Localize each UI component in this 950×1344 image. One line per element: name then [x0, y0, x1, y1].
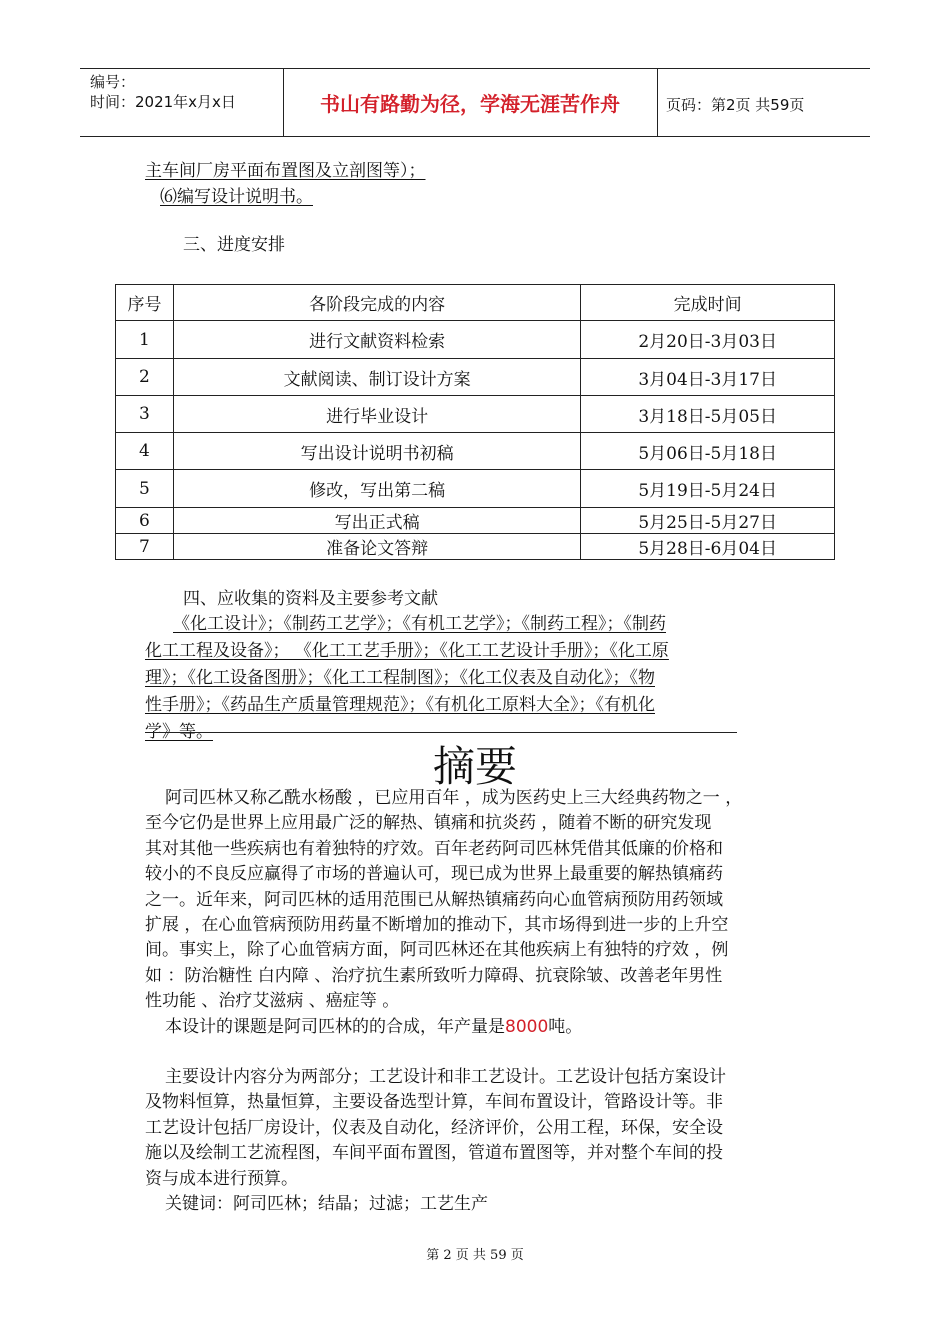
row-time: 5月19日-5月24日	[581, 470, 835, 508]
row-no: 5	[116, 470, 174, 508]
header-number-label: 编号：	[90, 73, 136, 91]
table-row	[116, 321, 835, 359]
header-divider-right	[657, 68, 658, 136]
blank-line	[145, 1040, 810, 1065]
table-row	[116, 534, 835, 560]
abstract-line: 之一。近年来，阿司匹林的适用范围已从解热镇痛药向心血管病预防用药领域	[145, 889, 723, 910]
row-content: 写出正式稿	[173, 508, 580, 534]
row-content: 准备论文答辩	[173, 534, 580, 560]
keywords-line: 关键词：阿司匹林；结晶；过滤；工艺生产	[165, 1194, 488, 1215]
row-content: 进行毕业设计	[173, 396, 580, 433]
intro-line-2: ⑹编写设计说明书。	[160, 187, 313, 207]
table-header-no: 序号	[116, 285, 174, 321]
header-motto: 书山有路勤为径，学海无涯苦作舟	[320, 91, 620, 116]
row-time: 5月28日-6月04日	[581, 534, 835, 560]
row-content: 写出设计说明书初稿	[173, 433, 580, 470]
abstract-line: 较小的不良反应赢得了市场的普遍认可，现已成为世界上最重要的解热镇痛药	[145, 864, 723, 885]
row-time: 5月25日-5月27日	[581, 508, 835, 534]
header-bottom-rule	[80, 136, 870, 137]
table-row	[116, 508, 835, 534]
abstract-line: 施以及绘制工艺流程图，车间平面布置图，管道布置图等，并对整个车间的投	[145, 1143, 723, 1164]
abstract-line: 间。事实上，除了心血管病方面，阿司匹林还在其他疾病上有独特的疗效 ，例	[145, 940, 729, 961]
references-end-rule	[145, 732, 737, 733]
section3-title: 三、进度安排	[183, 235, 285, 255]
row-time: 3月04日-3月17日	[581, 359, 835, 396]
header-page-label: 页码：第2页 共59页	[666, 96, 805, 114]
schedule-table	[115, 284, 835, 560]
table-header-time: 完成时间	[581, 285, 835, 321]
abstract-line: 扩展 ，在心血管病预防用药量不断增加的推动下，其市场得到进一步的上升空	[145, 915, 729, 936]
abstract-title: 摘要	[432, 742, 517, 791]
row-no: 1	[116, 321, 174, 359]
production-amount: 8000	[505, 1016, 549, 1037]
row-time: 5月06日-5月18日	[581, 433, 835, 470]
abstract-line: 阿司匹林又称乙酰水杨酸 ，已应用百年 ，成为医药史上三大经典药物之一 ，	[165, 788, 743, 808]
table-header-content: 各阶段完成的内容	[173, 285, 580, 321]
page-footer: 第 2 页 共 59 页	[426, 1248, 524, 1263]
abstract-line: 工艺设计包括厂房设计，仪表及自动化，经济评价，公用工程，环保，安全设	[145, 1117, 723, 1138]
table-row	[116, 433, 835, 470]
row-time: 3月18日-5月05日	[581, 396, 835, 433]
references-line: 理》；《化工设备图册》；《化工工程制图》；《化工仪表及自动化》；《物	[145, 668, 655, 688]
abstract-line: 如 ：防治糖性 白内障 、治疗抗生素所致听力障碍、抗衰除皱、改善老年男性	[145, 965, 723, 986]
row-content: 文献阅读、制订设计方案	[173, 359, 580, 396]
abstract-line: 其对其他一些疾病也有着独特的疗效。百年老药阿司匹林凭借其低廉的价格和	[145, 838, 723, 859]
header-time-label: 时间：2021年x月x日	[90, 93, 236, 111]
table-row	[116, 359, 835, 396]
abstract-line: 及物料恒算，热量恒算，主要设备选型计算，车间布置设计，管路设计等。非	[145, 1092, 723, 1113]
references-block	[145, 611, 805, 746]
abstract-line: 性功能 、治疗艾滋病 、癌症等 。	[145, 991, 400, 1012]
table-header-row	[116, 285, 835, 321]
row-content: 进行文献资料检索	[173, 321, 580, 359]
references-line: 性手册》；《药品生产质量管理规范》；《有机化工原料大全》；《有机化	[145, 695, 655, 715]
abstract-body	[145, 786, 810, 1218]
row-time: 2月20日-3月03日	[581, 321, 835, 359]
references-line: 学》等。	[145, 722, 213, 742]
topic-suffix: 吨。	[548, 1016, 583, 1037]
topic-prefix: 本设计的课题是阿司匹林的的合成，年产量是	[165, 1016, 505, 1037]
row-no: 6	[116, 508, 174, 534]
row-content: 修改，写出第二稿	[173, 470, 580, 508]
abstract-line: 至今它仍是世界上应用最广泛的解热、镇痛和抗炎药 ，随着不断的研究发现	[145, 813, 712, 834]
table-row	[116, 396, 835, 433]
abstract-topic-line	[145, 1015, 810, 1040]
intro-line-1: 主车间厂房平面布置图及立剖图等）；	[145, 161, 426, 181]
references-line: 《化工设计》；《制药工艺学》；《有机工艺学》；《制药工程》；《制药	[173, 614, 666, 634]
row-no: 3	[116, 396, 174, 433]
references-line: 化工工程及设备》； 《化工工艺手册》；《化工工艺设计手册》；《化工原	[145, 641, 669, 661]
section4-title: 四、应收集的资料及主要参考文献	[183, 589, 438, 609]
row-no: 4	[116, 433, 174, 470]
row-no: 7	[116, 534, 174, 560]
table-row	[116, 470, 835, 508]
abstract-line: 资与成本进行预算。	[145, 1168, 298, 1189]
row-no: 2	[116, 359, 174, 396]
abstract-line: 主要设计内容分为两部分；工艺设计和非工艺设计。工艺设计包括方案设计	[165, 1067, 726, 1088]
